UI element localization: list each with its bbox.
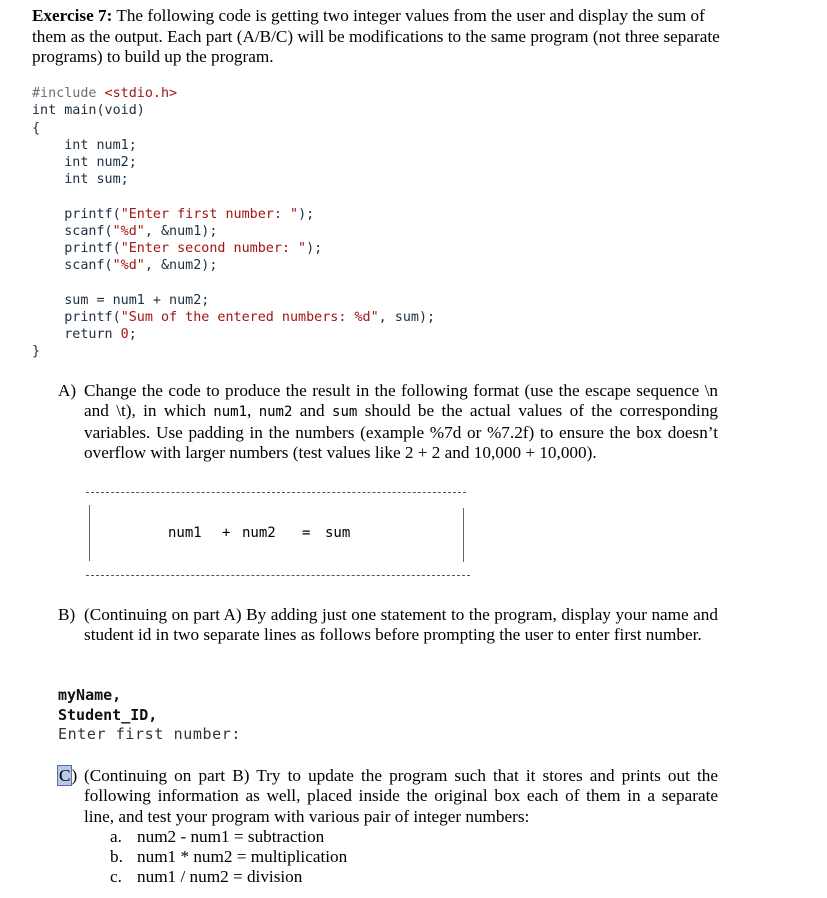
box-plus: +	[222, 525, 231, 541]
part-c-list	[110, 827, 347, 887]
list-item: c. num1 / num2 = division	[110, 867, 303, 886]
box-left-border	[89, 505, 90, 561]
list-item: a. num2 - num1 = subtraction	[110, 827, 325, 846]
box-bottom-border	[86, 575, 470, 576]
part-a-text: Change the code to produce the result in the following format (use the escape sequence \n and \t), in which num1, num2 and sum should be the actual values of the corresponding variables. Use padding in the numbers (example %7d or %7.2f) to ensure the box doesn’t overflow with larger numbers (test values like 2 + 2 and 10,000 + 10,000).	[84, 381, 719, 463]
sample-output-id: Student_ID,	[58, 705, 158, 724]
part-c-text: (Continuing on part B) Try to update the program such that it stores and prints out the following information as well, placed inside the original box each of them in a separate line, and test your program with various pair of integer numbers:	[84, 766, 718, 826]
code-line-decl-sum: int sum;	[32, 172, 129, 187]
code-line-assign-sum: sum = num1 + num2;	[32, 293, 210, 308]
code-line-printf-sum: printf("Sum of the entered numbers: %d", sum);	[32, 310, 436, 325]
code-line-close-brace: }	[32, 344, 41, 359]
box-equals: =	[302, 525, 311, 541]
exercise-intro	[32, 6, 722, 68]
part-a-label: A)	[58, 381, 77, 400]
list-item: b. num1 * num2 = multiplication	[110, 847, 348, 866]
part-c	[58, 766, 718, 827]
code-line-scanf-num2: scanf("%d", &num2);	[32, 258, 218, 273]
box-top-border	[86, 492, 466, 493]
part-c-label-selection[interactable]: C	[59, 766, 71, 785]
code-line-include: #include <stdio.h>	[32, 86, 178, 101]
part-b-label: B)	[58, 605, 76, 624]
code-line-printf-second: printf("Enter second number: ");	[32, 241, 323, 256]
sample-output-prompt: Enter first number:	[58, 725, 241, 743]
part-b	[58, 605, 718, 646]
part-c-label: C)	[59, 766, 78, 785]
code-line-decl-num2: int num2;	[32, 155, 137, 170]
code-line-scanf-num1: scanf("%d", &num1);	[32, 224, 218, 239]
box-num1: num1	[168, 525, 202, 541]
exercise-heading: Exercise 7:	[32, 6, 113, 25]
box-sum: sum	[325, 525, 351, 541]
code-line-decl-num1: int num1;	[32, 138, 137, 153]
code-line-main: int main(void)	[32, 103, 145, 118]
sample-output-name: myName,	[58, 686, 122, 704]
exercise-description: The following code is getting two integer values from the user and display the sum of them as the output. Each part (A/B/C) will be modifications to the same program (not three separate programs) to build up the program.	[32, 6, 720, 66]
box-right-border	[463, 508, 464, 562]
part-a	[58, 381, 718, 464]
code-line-printf-first: printf("Enter first number: ");	[32, 207, 315, 222]
sample-output	[58, 686, 241, 745]
part-b-text: (Continuing on part A) By adding just one statement to the program, display your name and student id in two separate lines as follows before prompting the user to enter first number.	[84, 605, 718, 645]
box-num2: num2	[242, 525, 276, 541]
code-line-open-brace: {	[32, 121, 41, 136]
code-line-return: return 0;	[32, 327, 137, 342]
